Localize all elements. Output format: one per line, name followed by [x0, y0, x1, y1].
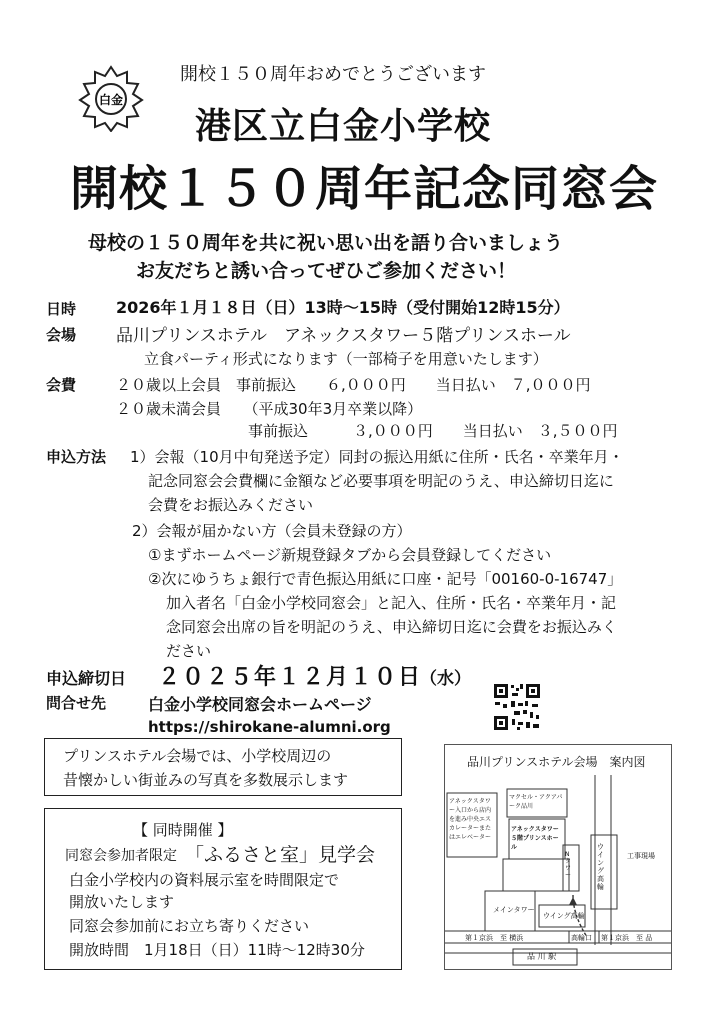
apply-method1-line1: 1）会報（10月中旬発送予定）同封の振込用紙に住所・氏名・卒業年月・ — [130, 448, 624, 466]
concurrent-line-2: 開放いたします — [69, 893, 175, 911]
apply-label: 申込方法 — [46, 448, 107, 466]
map-wing-small: ウイング高輪 — [543, 912, 585, 920]
concurrent-line-1: 白金小学校内の資料展示室を時間限定で — [69, 871, 340, 889]
apply-method2-step1: ①まずホームページ新規登録タブから会員登録してください — [148, 546, 552, 564]
map-rail-left: 第１京浜 至 横浜 — [465, 934, 524, 942]
contact-label: 問合せ先 — [46, 694, 107, 712]
fee-youth-prices: 事前振込 ３,０００円 当日払い ３,５００円 — [248, 422, 618, 440]
map-wing-tall: ウイング高輪 — [597, 843, 604, 891]
map-rail-right: 第１京浜 至 品 — [601, 934, 653, 942]
fee-youth: ２０歳未満会員 （平成30年3月卒業以降） — [116, 400, 423, 418]
apply-method2-line5: ださい — [166, 642, 212, 660]
map-annex: アネックスタワー５階プリンスホール — [511, 826, 559, 851]
venue-note: 立食パーティ形式になります（一部椅子を用意いたします） — [144, 350, 548, 368]
apply-method2-step2: ②次にゆうちょ銀行で青色振込用紙に口座・記号「00160-0-16747」 — [148, 570, 623, 588]
deadline-label: 申込締切日 — [46, 669, 127, 688]
event-title: 開校１５０周年記念同窓会 — [70, 161, 659, 217]
qr-code[interactable] — [492, 682, 542, 732]
school-name: 港区立白金小学校 — [195, 106, 492, 147]
tagline-2: お友だちと誘い合ってぜひご参加ください！ — [136, 260, 517, 282]
tagline-1: 母校の１５０周年を共に祝い思い出を語り合いましょう — [88, 232, 564, 254]
apply-method1-line3: 会費をお振込みください — [148, 496, 314, 514]
map-n-tower: Nタワー — [565, 851, 572, 879]
deadline-weekday: （水） — [420, 669, 471, 689]
school-emblem — [77, 64, 145, 132]
venue-label: 会場 — [46, 326, 77, 344]
apply-method2-line3: 加入者名「白金小学校同窓会」と記入、住所・氏名・卒業年月・記 — [166, 594, 617, 612]
contact-url[interactable]: https://shirokane-alumni.org — [148, 718, 391, 736]
date-value: 2026年１月１８日（日）13時〜15時（受付開始12時15分） — [116, 298, 570, 317]
concurrent-title: 「ふるさと室」見学会 — [185, 844, 376, 866]
concurrent-hours: 開放時間 1月18日（日）11時〜12時30分 — [69, 941, 365, 959]
map-exit: 高輪口 — [571, 934, 592, 942]
fee-adult: ２０歳以上会員 事前振込 ６,０００円 当日払い ７,０００円 — [116, 376, 591, 394]
exhibit-line-1: プリンスホテル会場では、小学校周辺の — [63, 747, 332, 765]
map-station: 品 川 駅 — [527, 952, 557, 961]
concurrent-line-3: 同窓会参加前にお立ち寄りください — [69, 917, 310, 935]
concurrent-heading: 【 同時開催 】 — [133, 821, 233, 839]
map-construction: 工事現場 — [627, 852, 655, 860]
map-title: 品川プリンスホテル会場 案内図 — [467, 755, 646, 769]
emblem-text: 白金 — [98, 93, 124, 107]
apply-method2-title: 2）会報が届かない方（会員未登録の方） — [132, 522, 412, 540]
contact-name: 白金小学校同窓会ホームページ — [148, 695, 372, 714]
map-note: アネックスタワー入口から店内を進み中央エスカレーターまたはエレベーター — [449, 798, 492, 841]
date-label: 日時 — [46, 300, 77, 318]
venue-value: 品川プリンスホテル アネックスタワー５階プリンスホール — [116, 326, 571, 346]
deadline-date: ２０２５年１２月１０日 — [158, 665, 423, 690]
apply-method1-line2: 記念同窓会会費欄に金額など必要事項を明記のうえ、申込締切日迄に — [148, 472, 614, 490]
exhibit-box — [44, 738, 402, 796]
venue-map — [444, 744, 672, 970]
concurrent-prefix: 同窓会参加者限定 — [65, 848, 177, 864]
fee-label: 会費 — [46, 376, 77, 394]
map-main-tower: メインタワー — [493, 906, 535, 914]
exhibit-line-2: 昔懐かしい街並みの写真を多数展示します — [63, 771, 349, 789]
greeting: 開校１５０周年おめでとうございます — [180, 64, 486, 85]
apply-method2-line4: 念同窓会出席の旨を明記のうえ、申込締切日迄に会費をお振込みく — [166, 618, 617, 636]
concurrent-event-box — [44, 808, 402, 970]
map-maxell: マクセル・アクアパーク品川 — [509, 794, 563, 810]
